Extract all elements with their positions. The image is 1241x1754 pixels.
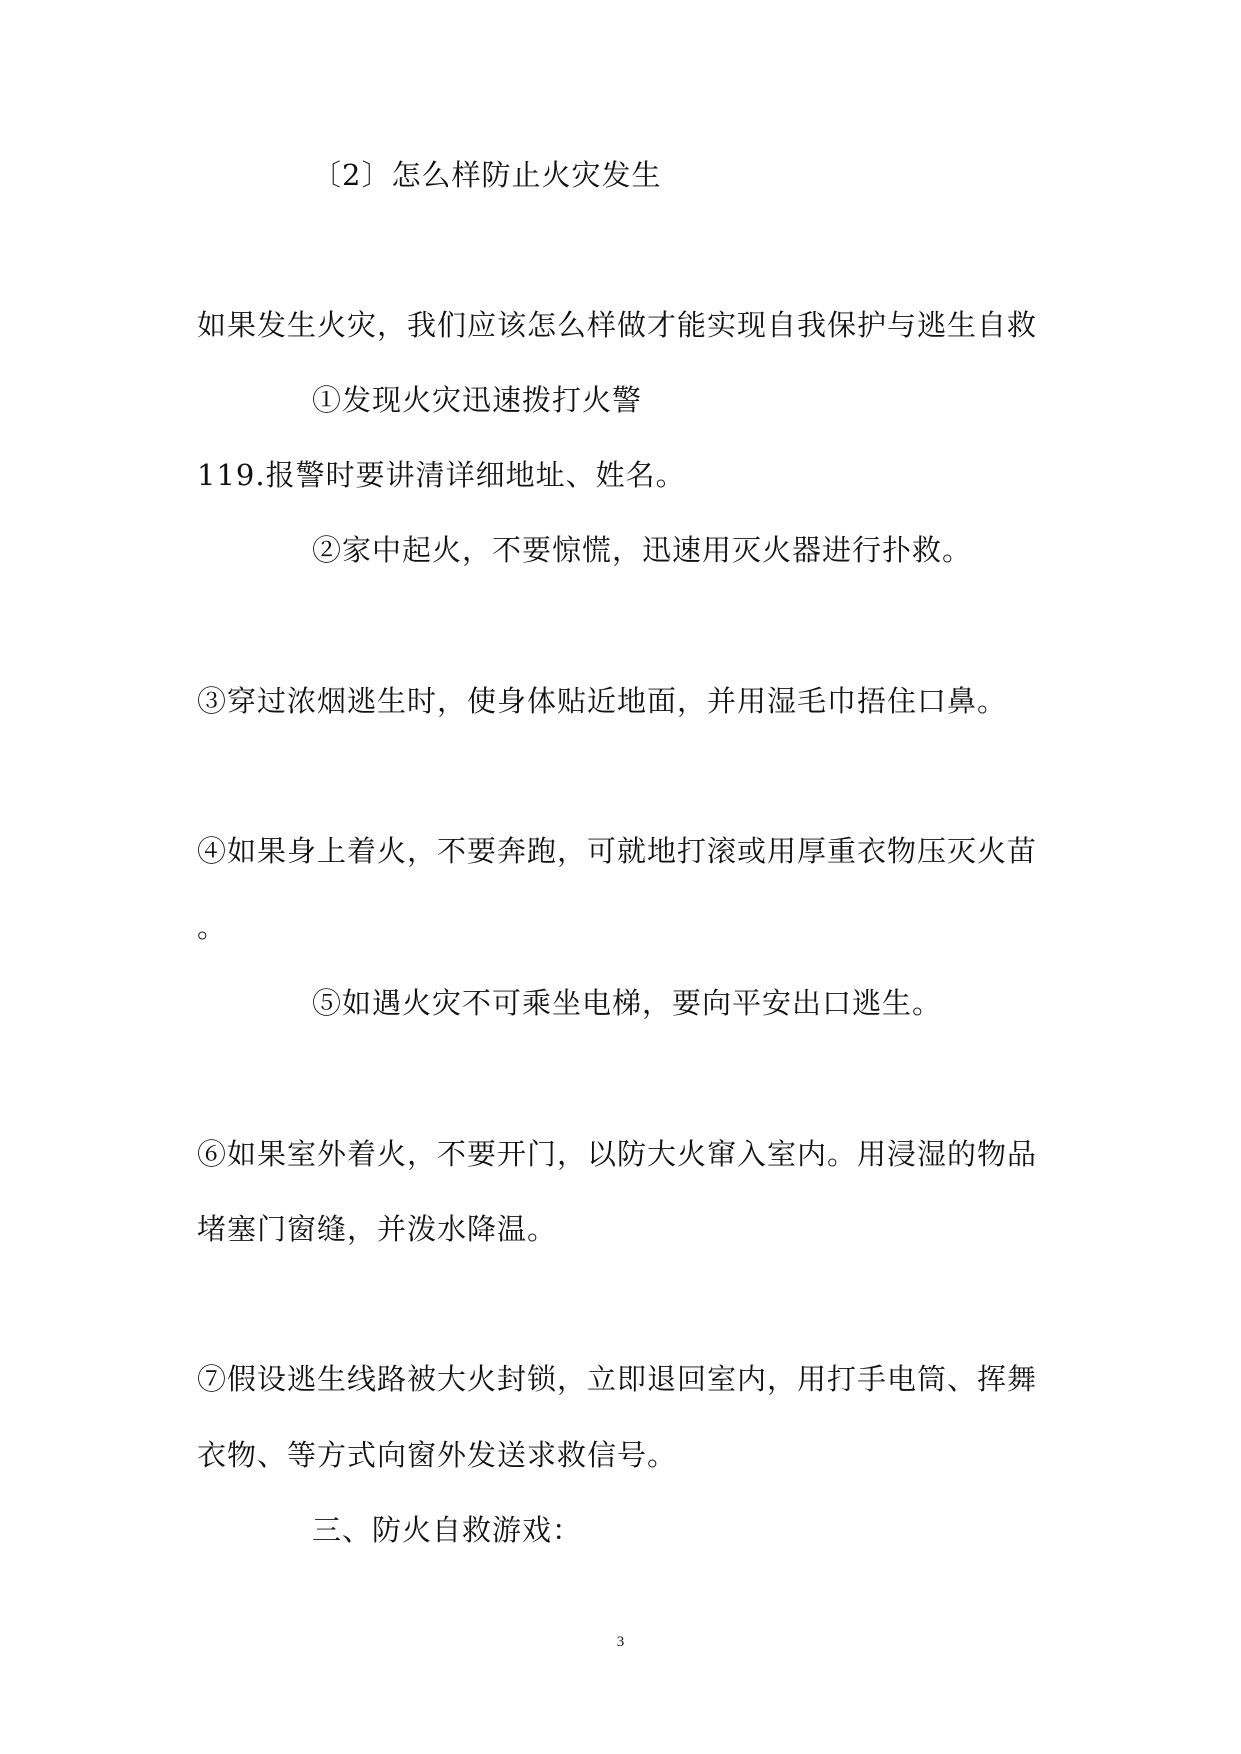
list-item-7-continued: 衣物、等方式向窗外发送求救信号。 (197, 1438, 678, 1472)
list-item-4-continued: 。 (197, 910, 228, 944)
page-number: 3 (616, 1634, 625, 1650)
list-item-1: ①发现火灾迅速拨打火警 (312, 383, 643, 417)
list-item-7: ⑦假设逃生线路被大火封锁，立即退回室内，用打手电筒、挥舞 (197, 1362, 1038, 1396)
paragraph-intro-question: 如果发生火灾，我们应该怎么样做才能实现自我保护与逃生自救 (197, 308, 1038, 342)
list-item-6-continued: 堵塞门窗缝，并泼水降温。 (197, 1212, 558, 1246)
list-item-3: ③穿过浓烟逃生时，使身体贴近地面，并用湿毛巾捂住口鼻。 (197, 684, 1008, 718)
list-item-4: ④如果身上着火，不要奔跑，可就地打滚或用厚重衣物压灭火苗 (197, 834, 1038, 868)
list-item-5: ⑤如遇火灾不可乘坐电梯，要向平安出口逃生。 (312, 986, 943, 1020)
list-item-6: ⑥如果室外着火，不要开门，以防大火窜入室内。用浸湿的物品 (197, 1137, 1038, 1171)
list-item-1-continued: 119.报警时要讲清详细地址、姓名。 (197, 458, 686, 492)
list-item-2: ②家中起火，不要惊慌，迅速用灭火器进行扑救。 (312, 533, 973, 567)
subheading-fire-prevention: 〔2〕怎么样防止火灾发生 (312, 158, 662, 192)
section-heading-game: 三、防火自救游戏： (312, 1513, 583, 1547)
